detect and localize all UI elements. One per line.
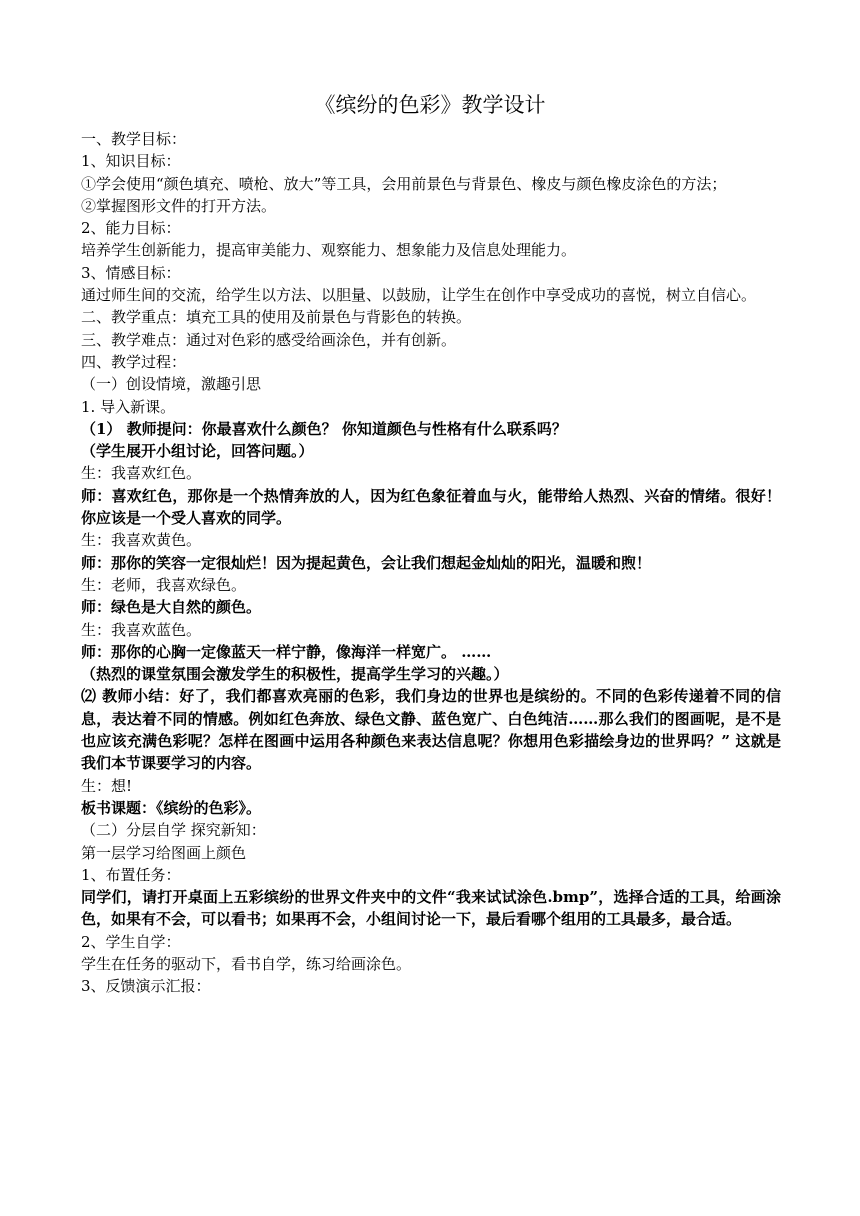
paragraph: 通过师生间的交流，给学生以方法、以胆量、以鼓励，让学生在创作中享受成功的喜悦，树立自信心。 xyxy=(81,286,757,305)
subsection-heading: （二）分层自学 探究新知： xyxy=(81,821,266,840)
teacher-line: 师：喜欢红色，那你是一个热情奔放的人，因为红色象征着血与火，能带给人热烈、兴奋的情绪。很好！ 你应该是一个受人喜欢的同学。 xyxy=(81,486,781,528)
paragraph: 第一层学习给图画上颜色 xyxy=(81,843,247,862)
document-body xyxy=(81,128,781,998)
student-line: 生：我喜欢蓝色。 xyxy=(81,620,202,639)
paragraph: ①学会使用“颜色填充、喷枪、放大”等工具，会用前景色与背景色、橡皮与颜色橡皮涂色的方法； xyxy=(81,174,727,193)
student-line: 生：老师，我喜欢绿色。 xyxy=(81,575,247,594)
section-heading-objectives: 一、教学目标： xyxy=(81,130,187,148)
teacher-question: （1） 教师提问：你最喜欢什么颜色？ 你知道颜色与性格有什么联系吗？ xyxy=(81,419,567,438)
teacher-summary: ⑵ 教师小结：好了，我们都喜欢亮丽的色彩，我们身边的世界也是缤纷的。不同的色彩传递着不同的信息，表达着不同的情感。例如红色奔放、绿色文静、蓝色宽广、白色纯洁……那么我们的图画呢，是不是也应该充满色彩呢？怎样在图画中运用各种颜色来表达信息呢？你想用色彩描绘身边的世界吗？” 这就是我们本节课要学习的内容。 xyxy=(81,687,781,773)
subheading-task: 1、布置任务： xyxy=(81,865,181,884)
section-heading-key-point: 二、教学重点：填充工具的使用及前景色与背影色的转换。 xyxy=(81,308,472,327)
paragraph: 1. 导入新课。 xyxy=(81,397,176,416)
student-line: 生：我喜欢红色。 xyxy=(81,464,202,483)
stage-note: （热烈的课堂氛围会激发学生的积极性，提高学生学习的兴趣。） xyxy=(81,665,509,684)
task-paragraph: 同学们，请打开桌面上五彩缤纷的世界文件夹中的文件“我来试试涂色.bmp”，选择合适的工具，给画涂色，如果有不会，可以看书；如果再不会，小组间讨论一下，最后看哪个组用的工具最多，最合适。 xyxy=(81,888,781,929)
teacher-line: 师：绿色是大自然的颜色。 xyxy=(81,598,262,617)
subheading-ability: 2、能力目标： xyxy=(81,219,181,238)
subsection-heading: （一）创设情境，激趣引思 xyxy=(81,375,262,394)
paragraph: 学生在任务的驱动下，看书自学，练习给画涂色。 xyxy=(81,954,412,973)
student-line: 生：想! xyxy=(81,776,133,795)
teacher-line: 师：那你的笑容一定很灿烂！因为提起黄色，会让我们想起金灿灿的阳光，温暖和煦！ xyxy=(81,553,652,572)
paragraph: 培养学生创新能力，提高审美能力、观察能力、想象能力及信息处理能力。 xyxy=(81,241,577,260)
paragraph: ②掌握图形文件的打开方法。 xyxy=(81,196,277,215)
subheading-feedback: 3、反馈演示汇报： xyxy=(81,977,211,996)
subheading-self-study: 2、学生自学： xyxy=(81,932,181,951)
subheading-knowledge: 1、知识目标： xyxy=(81,152,181,171)
board-title: 板书课题：《缤纷的色彩》。 xyxy=(81,798,262,817)
stage-note: （学生展开小组讨论，回答问题。） xyxy=(81,442,314,461)
student-line: 生：我喜欢黄色。 xyxy=(81,531,202,550)
section-heading-difficulty: 三、教学难点：通过对色彩的感受给画涂色，并有创新。 xyxy=(81,330,457,349)
teacher-line: 师：那你的心胸一定像蓝天一样宁静，像海洋一样宽广。 …… xyxy=(81,642,492,661)
subheading-emotion: 3、情感目标： xyxy=(81,263,181,282)
document-title: 《缤纷的色彩》教学设计 xyxy=(314,93,546,117)
section-heading-process: 四、教学过程： xyxy=(81,352,187,371)
